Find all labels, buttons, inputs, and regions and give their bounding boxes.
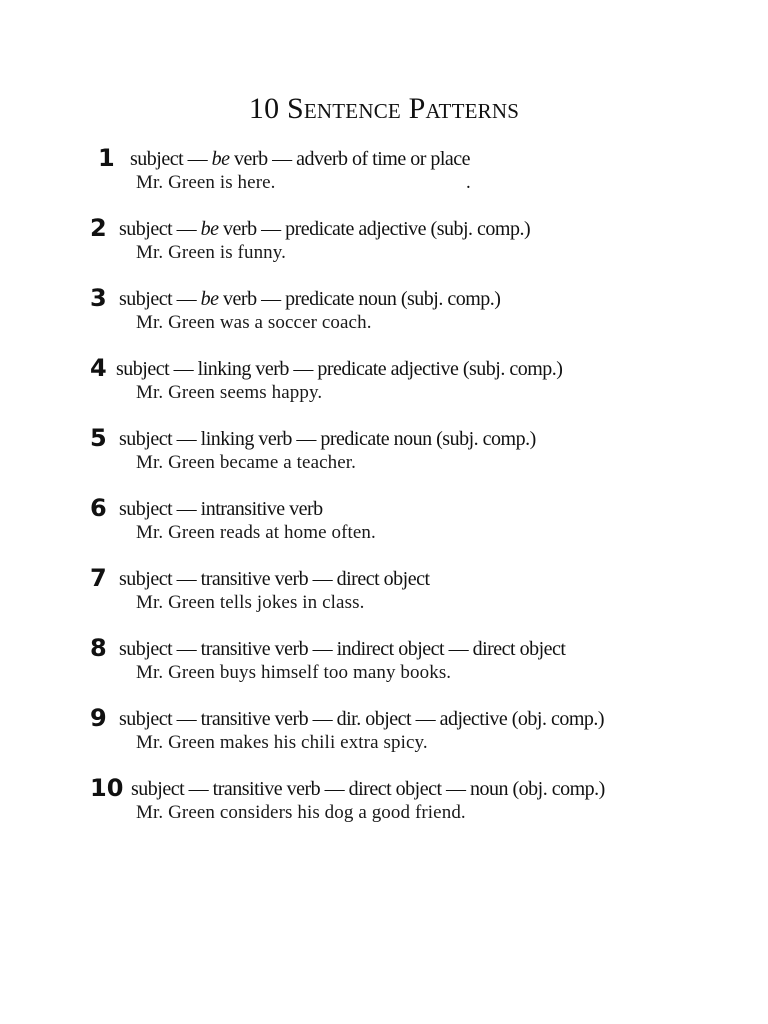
pattern-example: Mr. Green buys himself too many books. [136, 662, 452, 683]
pattern-number: 10 [90, 774, 124, 802]
pattern-formula: subject — transitive verb — indirect object — direct object [119, 638, 566, 660]
be-verb-emphasis: be [200, 218, 219, 240]
pattern-number: 8 [90, 634, 107, 662]
pattern-formula: subject — intransitive verb [119, 498, 323, 520]
pattern-example: Mr. Green is here. [136, 172, 276, 193]
pattern-formula: subject — be verb — predicate noun (subj. comp.) [119, 288, 501, 310]
pattern-formula: subject — be verb — predicate adjective (subj. comp.) [119, 218, 531, 240]
pattern-example: Mr. Green was a soccer coach. [136, 312, 372, 333]
pattern-example: Mr. Green tells jokes in class. [136, 592, 365, 613]
pattern-number: 2 [90, 214, 107, 242]
pattern-number: 9 [90, 704, 107, 732]
pattern-example: Mr. Green seems happy. [136, 382, 323, 403]
be-verb-emphasis: be [200, 288, 219, 310]
pattern-formula: subject — linking verb — predicate noun (subj. comp.) [119, 428, 536, 450]
pattern-example: Mr. Green makes his chili extra spicy. [136, 732, 428, 753]
pattern-formula: subject — transitive verb — direct object — noun (obj. comp.) [131, 778, 605, 800]
pattern-number: 6 [90, 494, 107, 522]
pattern-number: 5 [90, 424, 107, 452]
pattern-example: Mr. Green considers his dog a good friend. [136, 802, 466, 823]
pattern-number: 4 [90, 354, 107, 382]
page-title: 10 Sentence Patterns [248, 92, 520, 125]
pattern-formula: subject — be verb — adverb of time or place [130, 148, 471, 170]
pattern-example: Mr. Green is funny. [136, 242, 287, 263]
stray-mark: . [466, 172, 471, 193]
pattern-number: 7 [90, 564, 107, 592]
pattern-number: 3 [90, 284, 107, 312]
pattern-formula: subject — transitive verb — dir. object — adjective (obj. comp.) [119, 708, 605, 730]
pattern-example: Mr. Green became a teacher. [136, 452, 357, 473]
pattern-formula: subject — linking verb — predicate adjective (subj. comp.) [116, 358, 563, 380]
be-verb-emphasis: be [211, 148, 230, 170]
pattern-example: Mr. Green reads at home often. [136, 522, 376, 543]
pattern-formula: subject — transitive verb — direct object [119, 568, 430, 590]
pattern-number: 1 [98, 144, 115, 172]
